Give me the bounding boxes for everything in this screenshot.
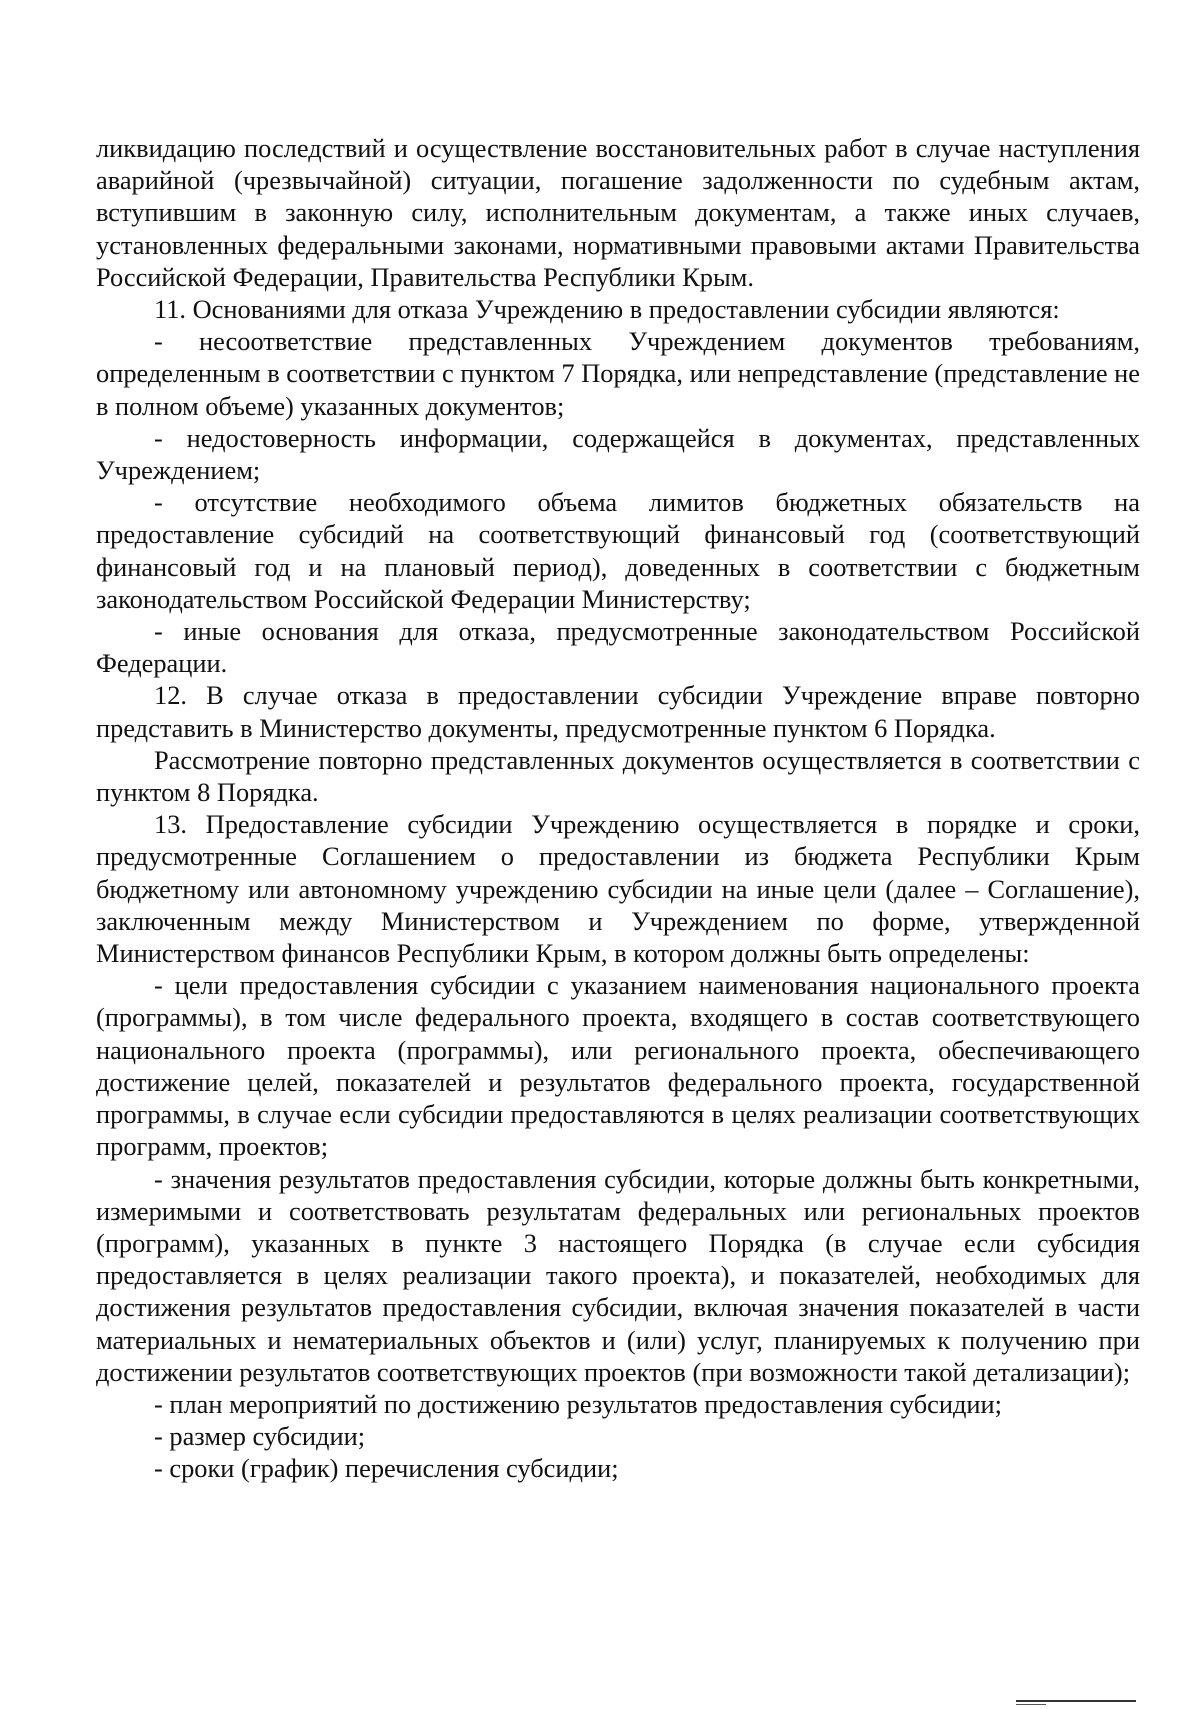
list-item-amount: - размер субсидии; (154, 1421, 366, 1452)
list-item-noncompliance: - несоответствие представленных Учреждением документов требованиям, определенным в соответствии с пунктом 7 Порядка, или непредставление (представление не в полном объеме) указанных документов; (96, 326, 1140, 421)
paragraph-continuation: ликвидацию последствий и осуществление восстановительных работ в случае наступления аварийной (чрезвычайной) ситуации, погашение задолженности по судебным актам, вступившим в законную силу, исполнительным документам, а также иных случаев, установленных федеральными законами, нормативными правовыми актами Правительства Российской Федерации, Правительства Республики Крым. (96, 133, 1140, 292)
list-item-unreliable-info: - недостоверность информации, содержащейся в документах, представленных Учреждением; (96, 422, 1140, 486)
list-item-results: - значения результатов предоставления субсидии, которые должны быть конкретными, измеримыми и соответствовать результатам федеральных или региональных проектов (программ), указанных в пункте 3 настоящего Порядка (в случае если субсидия предоставляется в целях реализации такого проекта), и показателей, необходимых для достижения результатов предоставления субсидии, включая значения показателей в части материальных и нематериальных объектов и (или) услуг, планируемых к получению при достижении результатов соответствующих проектов (при возможности такой детализации); (96, 1163, 1140, 1387)
footer-rule-short (1016, 1704, 1046, 1707)
paragraph-item-12: 12. В случае отказа в предоставлении субсидии Учреждение вправе повторно представить в Министерство документы, предусмотренные пунктом 6 Порядка. (96, 680, 1140, 743)
list-item-schedule: - сроки (график) перечисления субсидии; (154, 1453, 619, 1484)
paragraph-review: Рассмотрение повторно представленных документов осуществляется в соответствии с пунктом 8 Порядка. (96, 744, 1140, 808)
list-item-goals: - цели предоставления субсидии с указанием наименования национального проекта (программы), в том числе федерального проекта, входящего в состав соответствующего национального проекта (программы), или регионального проекта, обеспечивающего достижение целей, показателей и результатов федерального проекта, государственной программы, в случае если субсидии предоставляются в целях реализации соответствующих программ, проектов; (96, 970, 1140, 1162)
paragraph-item-11: 11. Основаниями для отказа Учреждению в предоставлении субсидии являются: (154, 294, 1060, 325)
list-item-other-grounds: - иные основания для отказа, предусмотренные законодательством Российской Федерации. (96, 616, 1140, 679)
list-item-plan: - план мероприятий по достижению результатов предоставления субсидии; (154, 1388, 1002, 1419)
paragraph-item-13: 13. Предоставление субсидии Учреждению осуществляется в порядке и сроки, предусмотренные Соглашением о предоставлении из бюджета Республики Крым бюджетному или автономному учреждению субсидии на иные цели (далее – Соглашение), заключенным между Министерством и Учреждением по форме, утвержденной Министерством финансов Республики Крым, в котором должны быть определены: (96, 809, 1140, 969)
list-item-no-limits: - отсутствие необходимого объема лимитов бюджетных обязательств на предоставление субсидий на соответствующий финансовый год (соответствующий финансовый год и на плановый период), доведенных в соответствии с бюджетным законодательством Российской Федерации Министерству; (96, 487, 1140, 614)
document-page (96, 132, 1140, 1485)
